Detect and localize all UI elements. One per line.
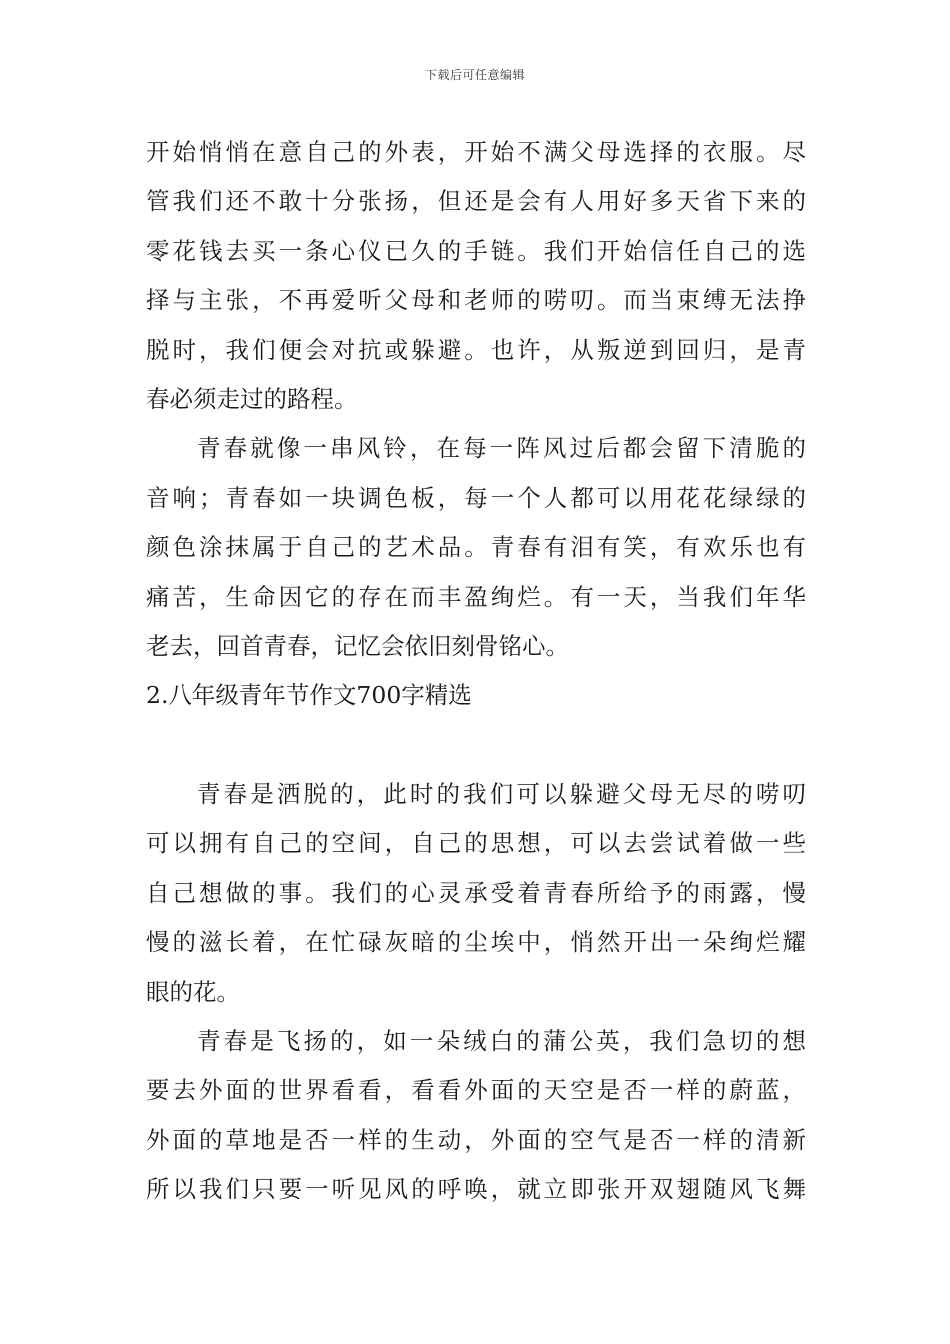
section-heading: 2.八年级青年节作文700字精选 — [146, 681, 472, 710]
text-line: 脱时，我们便会对抗或躲避。也许，从叛逆到回归，是青 — [146, 335, 806, 364]
text-line: 慢的滋长着，在忙碌灰暗的尘埃中，悄然开出一朵绚烂耀 — [146, 928, 806, 957]
document-body — [146, 128, 806, 1215]
text-line: 可以拥有自己的空间，自己的思想，可以去尝试着做一些 — [146, 829, 806, 858]
text-line: 颜色涂抹属于自己的艺术品。青春有泪有笑，有欢乐也有 — [146, 533, 806, 562]
text-line: 音响；青春如一块调色板，每一个人都可以用花花绿绿的 — [146, 483, 806, 512]
text-line: 青春是飞扬的，如一朵绒白的蒲公英，我们急切的想 — [197, 1027, 806, 1056]
text-line: 开始悄悄在意自己的外表，开始不满父母选择的衣服。尽 — [146, 138, 806, 166]
text-line: 春必须走过的路程。 — [146, 384, 358, 413]
text-line: 管我们还不敢十分张扬，但还是会有人用好多天省下来的 — [146, 187, 806, 216]
text-line: 自己想做的事。我们的心灵承受着青春所给予的雨露，慢 — [146, 878, 806, 907]
text-line: 青春是洒脱的，此时的我们可以躲避父母无尽的唠叨 — [197, 780, 806, 809]
text-line: 青春就像一串风铃，在每一阵风过后都会留下清脆的 — [197, 434, 806, 463]
text-line: 要去外面的世界看看，看看外面的天空是否一样的蔚蓝， — [146, 1076, 806, 1105]
text-line: 择与主张，不再爱听父母和老师的唠叨。而当束缚无法挣 — [146, 286, 806, 315]
text-line: 老去，回首青春，记忆会依旧刻骨铭心。 — [146, 631, 569, 660]
text-line: 零花钱去买一条心仪已久的手链。我们开始信任自己的选 — [146, 236, 806, 265]
blank-line — [146, 721, 806, 770]
text-line: 外面的草地是否一样的生动，外面的空气是否一样的清新 — [146, 1125, 806, 1154]
text-line: 眼的花。 — [146, 977, 240, 1006]
text-line: 痛苦，生命因它的存在而丰盈绚烂。有一天，当我们年华 — [146, 582, 806, 611]
page-header: 下载后可任意编辑 — [424, 68, 525, 82]
text-line: 所以我们只要一听见风的呼唤，就立即张开双翅随风飞舞 — [146, 1175, 806, 1204]
